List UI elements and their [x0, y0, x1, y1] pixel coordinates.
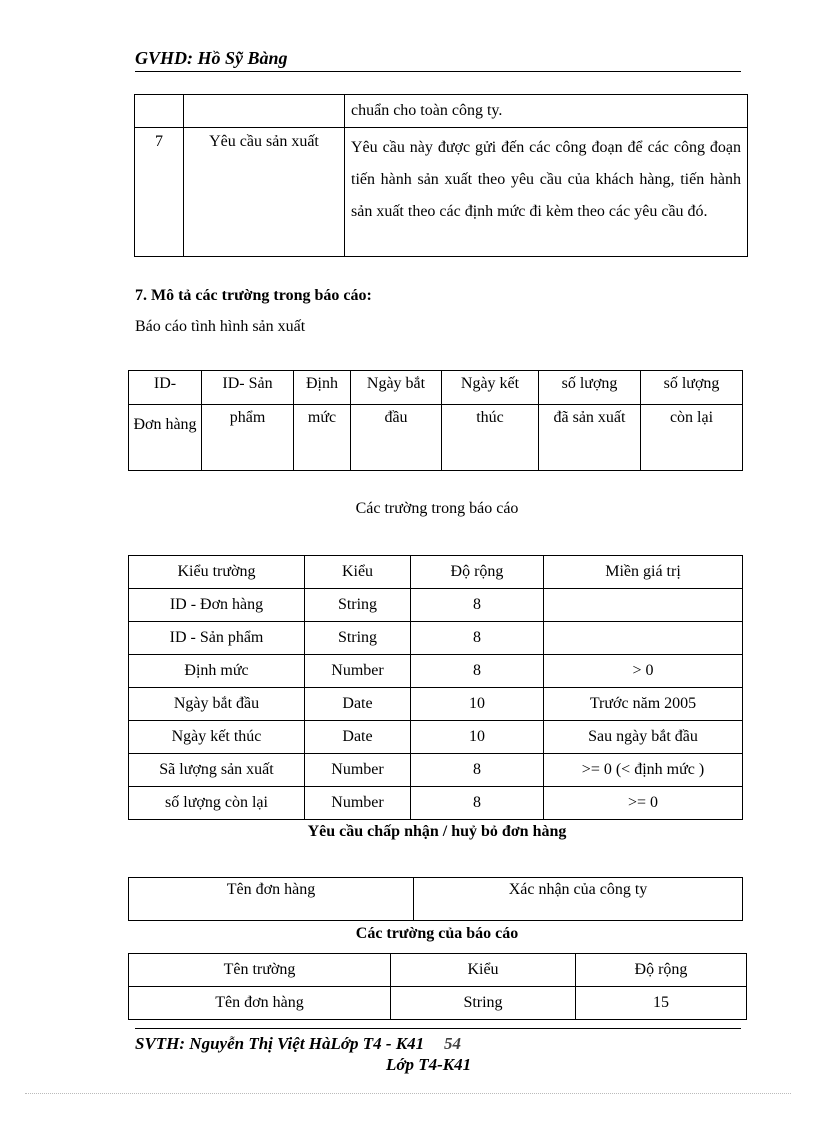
table-cell: 10: [411, 688, 544, 721]
table-row: [129, 878, 743, 921]
table-row: [135, 128, 748, 257]
header-cell: đã sản xuất: [539, 405, 641, 471]
header-cell: ID-: [129, 371, 202, 405]
table-row: [129, 754, 743, 787]
header-cell: Xác nhận của công ty: [414, 878, 743, 921]
table-cell: ID - Đơn hàng: [129, 589, 305, 622]
table-cell: > 0: [544, 655, 743, 688]
table-row: [129, 371, 743, 405]
table-cell: String: [305, 589, 411, 622]
table-row: [129, 987, 747, 1020]
footer-class: Lớp T4-K41: [386, 1055, 472, 1074]
table-cell: ID - Sản phẩm: [129, 622, 305, 655]
table-cell: Tên đơn hàng: [129, 987, 391, 1020]
table-cell: String: [391, 987, 576, 1020]
table-cell: chuẩn cho toàn công ty.: [345, 95, 748, 128]
header-cell: số lượng: [641, 371, 743, 405]
report-fields-types-table: [128, 953, 747, 1020]
header-cell: Miền giá trị: [544, 556, 743, 589]
table-cell: 8: [411, 787, 544, 820]
table-cell: >= 0 (< định mức ): [544, 754, 743, 787]
section-heading: 7. Mô tả các trường trong báo cáo:: [135, 287, 372, 304]
table-cell: Number: [305, 754, 411, 787]
table-caption: Yêu cầu chấp nhận / huỷ bỏ đơn hàng: [307, 823, 567, 840]
header-cell: Tên đơn hàng: [129, 878, 414, 921]
header-cell: thúc: [442, 405, 539, 471]
table-row: [129, 688, 743, 721]
table-cell: [544, 622, 743, 655]
table-cell: [544, 589, 743, 622]
header-cell: Độ rộng: [576, 954, 747, 987]
table-cell: Ngày bắt đầu: [129, 688, 305, 721]
table-cell: số lượng còn lại: [129, 787, 305, 820]
report-fields-table: [128, 370, 743, 471]
table-cell: 8: [411, 589, 544, 622]
table-cell: Number: [305, 787, 411, 820]
footer-line: SVTH: Nguyễn Thị Việt HàLớp T4 - K41: [135, 1034, 425, 1053]
table-caption: Các trường của báo cáo: [355, 925, 519, 942]
header-cell: Kiểu: [305, 556, 411, 589]
header-cell: ID- Sản: [202, 371, 294, 405]
table-row: [129, 589, 743, 622]
table-cell: String: [305, 622, 411, 655]
header-cell: phẩm: [202, 405, 294, 471]
table-row: [129, 655, 743, 688]
table-row: [135, 95, 748, 128]
header-cell: Kiểu: [391, 954, 576, 987]
table-cell: [135, 95, 184, 128]
header-cell: Đơn hàng: [129, 405, 202, 471]
header-cell: Kiểu trường: [129, 556, 305, 589]
header-cell: đầu: [351, 405, 442, 471]
table-cell: [184, 95, 345, 128]
header-rule: [135, 71, 741, 72]
section-subtitle: Báo cáo tình hình sản xuất: [135, 318, 306, 335]
table-cell: Trước năm 2005: [544, 688, 743, 721]
header-cell: Ngày kết: [442, 371, 539, 405]
table-cell: >= 0: [544, 787, 743, 820]
requirement-name: Yêu cầu sản xuất: [184, 128, 345, 257]
page-bottom-divider: [25, 1093, 791, 1094]
header-cell: Ngày bắt: [351, 371, 442, 405]
footer-rule: [135, 1028, 741, 1029]
table-row: [129, 556, 743, 589]
accept-table: [128, 877, 743, 921]
table-row: [129, 721, 743, 754]
table-cell: Sau ngày bắt đầu: [544, 721, 743, 754]
table-cell: 10: [411, 721, 544, 754]
table-cell: Number: [305, 655, 411, 688]
table-cell: 8: [411, 655, 544, 688]
requirement-description: Yêu cầu này được gửi đến các công đoạn để các công đoạn tiến hành sản xuất theo yêu cầu của khách hàng, tiến hành sản xuất theo các định mức đi kèm theo các yêu cầu đó.: [345, 128, 748, 257]
header-cell: Độ rộng: [411, 556, 544, 589]
header-cell: số lượng: [539, 371, 641, 405]
header-cell: mức: [294, 405, 351, 471]
table-caption: Các trường trong báo cáo: [355, 500, 519, 517]
table-cell: 8: [411, 622, 544, 655]
header-cell: Tên trường: [129, 954, 391, 987]
header-cell: Định: [294, 371, 351, 405]
table-cell: 8: [411, 754, 544, 787]
table-row: [129, 405, 743, 471]
field-types-table: [128, 555, 743, 820]
requirements-table: [134, 94, 748, 257]
table-cell: Date: [305, 688, 411, 721]
table-cell: Ngày kết thúc: [129, 721, 305, 754]
row-number: 7: [135, 128, 184, 257]
table-row: [129, 787, 743, 820]
table-cell: Date: [305, 721, 411, 754]
page-header: GVHD: Hồ Sỹ Bàng: [135, 48, 288, 68]
table-row: [129, 954, 747, 987]
page-number: 54: [444, 1034, 461, 1053]
header-cell: còn lại: [641, 405, 743, 471]
table-cell: 15: [576, 987, 747, 1020]
table-cell: Sã lượng sản xuất: [129, 754, 305, 787]
table-cell: Định mức: [129, 655, 305, 688]
table-row: [129, 622, 743, 655]
